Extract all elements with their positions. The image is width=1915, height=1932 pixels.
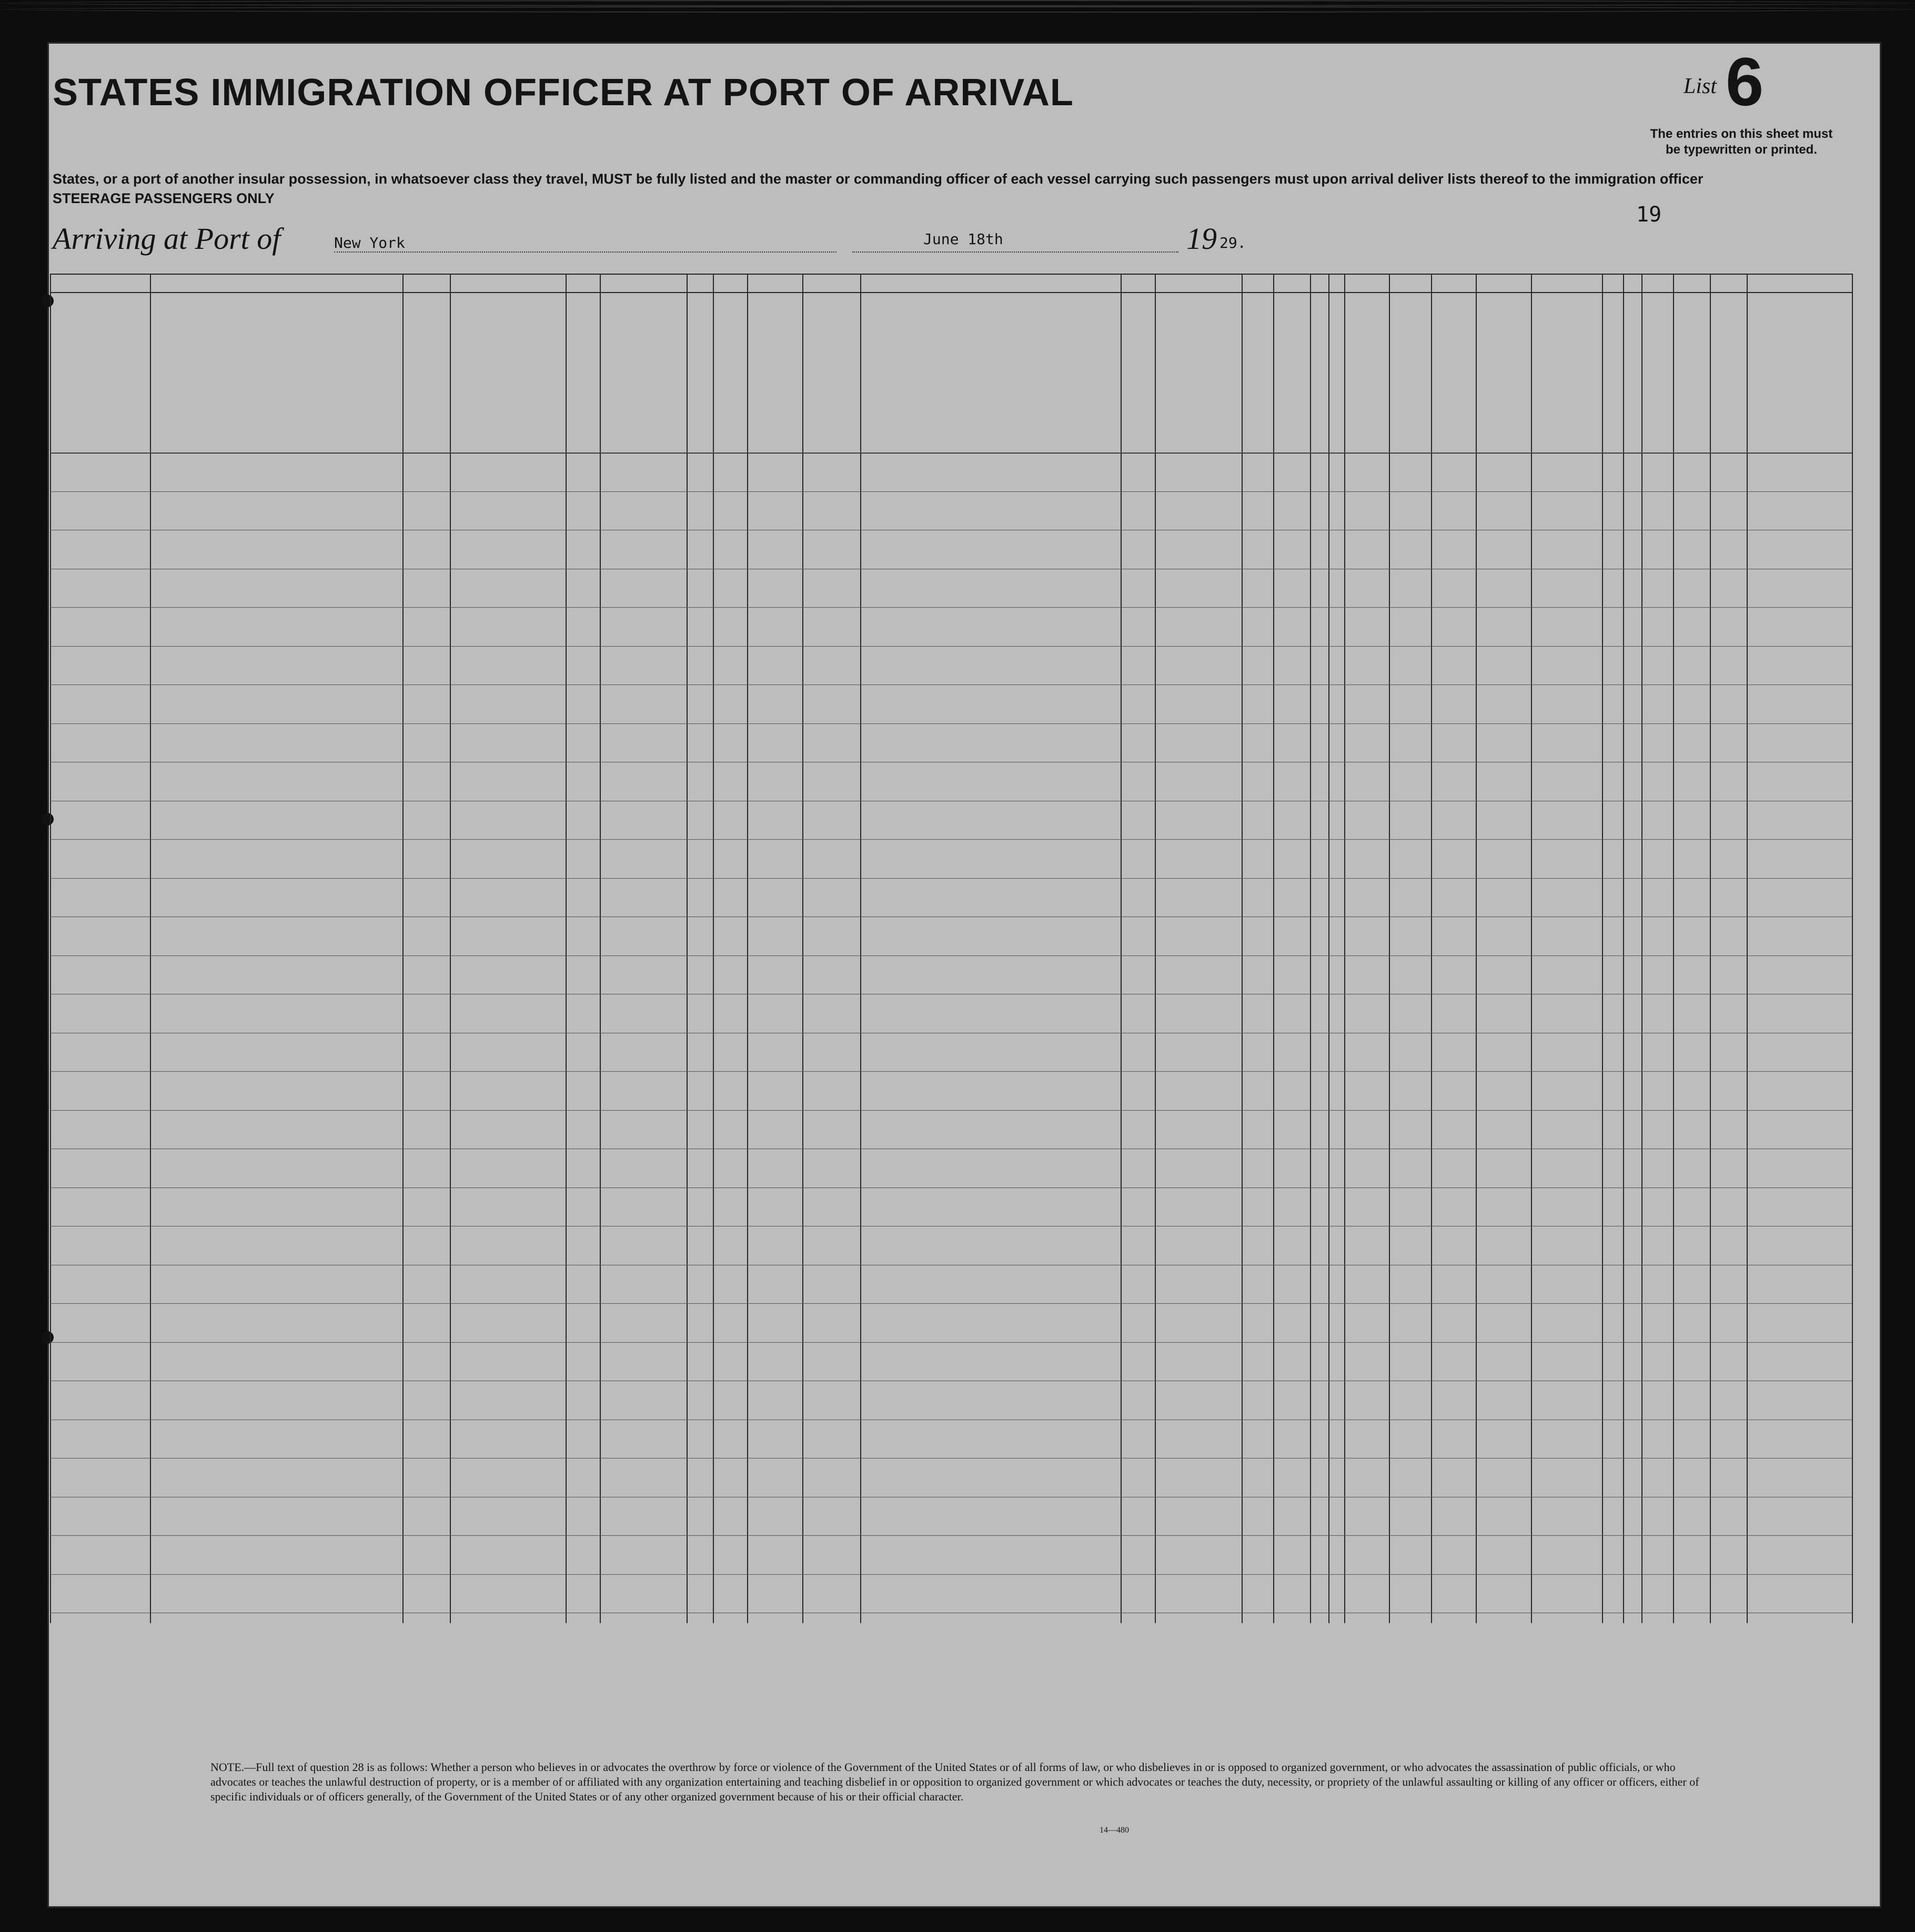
list-number: 6 (1726, 43, 1764, 120)
page-number: 19 (1636, 203, 1662, 227)
table-rule (50, 292, 1852, 293)
row-rule (50, 1535, 1852, 1536)
row-rule (50, 1342, 1852, 1343)
column-rule (150, 274, 151, 1623)
list-note: The entries on this sheet must be typewritten or printed. (1650, 127, 1833, 157)
column-rule (450, 274, 451, 1623)
column-rule (1389, 274, 1390, 1623)
column-rule (1476, 274, 1477, 1623)
row-rule (50, 646, 1852, 647)
table-rule (50, 274, 1852, 275)
column-rule (1121, 274, 1122, 1623)
column-rule (402, 274, 404, 1623)
row-rule (50, 452, 1852, 453)
column-rule (687, 274, 688, 1623)
stamp-initials (0, 0, 1915, 6)
footnote: NOTE.—Full text of question 28 is as follows: Whether a person who believes in or advocates the overthrow by force or violence of the Government of the United States or of all forms of law, or who disbelieves in or is opposed to organized government, or who advocates the assassination of public officials, or who advocates or teaches the unlawful destruction of property, or is a member of or affiliated with any organization entertaining and teaching disbelief in or opposition to organized government or which advocates or teaches the duty, necessity, or propriety of the unlawful assaulting or killing of any officer or officers, either of specific individuals or of officers generally, of the Government of the United States or of any other organized government because of his or their official character. (210, 1760, 1699, 1803)
column-rule (600, 274, 601, 1623)
row-rule (50, 1574, 1852, 1575)
column-rule (1431, 274, 1432, 1623)
stamp-initials (0, 6, 1915, 13)
year-prefix: 19 (1186, 222, 1217, 256)
page-title: STATES IMMIGRATION OFFICER AT PORT OF ARRIVAL (53, 72, 1074, 114)
column-rule (1747, 274, 1748, 1623)
intro-text: States, or a port of another insular possession, in whatsoever class they travel, MUST be fully listed and the master or commanding officer of each vessel carrying such passengers must upon arrival deliver lists thereof to the immigration officer (53, 171, 1704, 187)
column-rule (1673, 274, 1674, 1623)
list-label: List (1684, 74, 1717, 98)
date-field: June 18th (923, 230, 1003, 248)
column-rule (1852, 274, 1853, 1623)
column-rule (1602, 274, 1603, 1623)
column-rule (1344, 274, 1345, 1623)
column-rule (1310, 274, 1311, 1623)
column-rule (1641, 274, 1642, 1623)
column-rule (713, 274, 714, 1623)
row-rule (50, 878, 1852, 879)
row-rule (50, 839, 1852, 840)
steerage-note: STEERAGE PASSENGERS ONLY (53, 190, 275, 206)
column-rule (747, 274, 748, 1623)
row-rule (50, 955, 1852, 956)
arriving-label: Arriving at Port of (53, 222, 281, 256)
column-rule (860, 274, 861, 1623)
form-number: 14—480 (1100, 1826, 1129, 1835)
port-field: New York (334, 234, 405, 251)
row-rule (50, 607, 1852, 608)
column-rule (1242, 274, 1243, 1623)
column-rule (1328, 274, 1329, 1623)
column-rule (1155, 274, 1156, 1623)
row-rule (50, 1071, 1852, 1072)
row-rule (50, 1110, 1852, 1111)
column-rule (1531, 274, 1532, 1623)
row-rule (50, 491, 1852, 492)
column-rule (1710, 274, 1711, 1623)
column-rule (1623, 274, 1624, 1623)
row-rule (50, 723, 1852, 724)
column-rule (1273, 274, 1274, 1623)
column-rule (566, 274, 567, 1623)
column-rule (802, 274, 803, 1623)
year-suffix: 29. (1219, 234, 1246, 251)
row-rule (50, 1303, 1852, 1304)
column-rule (50, 274, 51, 1623)
